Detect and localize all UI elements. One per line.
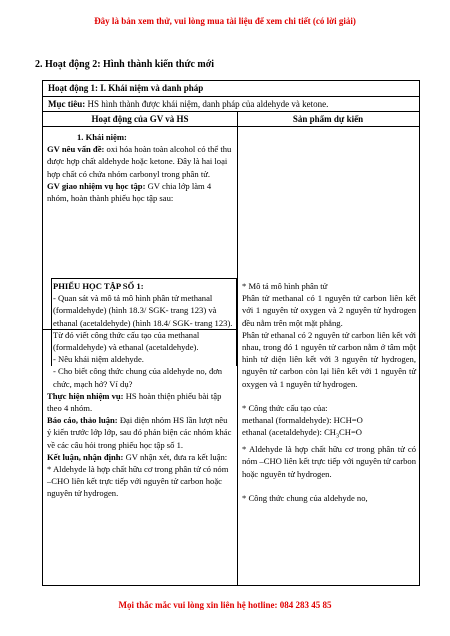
- section-title: 2. Hoạt động 2: Hình thành kiến thức mới: [35, 59, 215, 70]
- objective-text: HS hình thành được khái niệm, danh pháp của aldehyde và ketone.: [85, 99, 329, 109]
- task-text: GV chia lớp làm 4 nhóm, hoàn thành phiếu học tập sau:: [47, 180, 212, 204]
- formula-title: * Công thức cấu tạo của:: [242, 402, 328, 413]
- left-activities: [47, 280, 233, 500]
- hotline-banner: Mọi thắc mắc vui lòng xin liên hệ hotline: 084 283 45 85: [118, 600, 332, 610]
- general-formula: * Công thức chung của aldehyde no,: [242, 492, 368, 503]
- conclude-text: GV nhận xét, đưa ra kết luận:: [123, 451, 228, 462]
- column-divider: [237, 112, 238, 585]
- objective-row: [43, 97, 419, 112]
- worksheet-line: - Quan sát và mô tả mô hình phân tử methanal (formaldehyde) (hình 18.3/ SGK- trang 123) và ethanal (acetaldehyde) (hình 18.4/ SGK- trang 123). Từ đó viết công thức cấu tạo của methanal (formaldehyde) và ethanal (acetaldehyde).: [53, 293, 233, 353]
- column-headers: [43, 112, 419, 127]
- worksheet-line: - Nêu khái niệm aldehyde.: [53, 354, 144, 365]
- formula-methanal: methanal (formaldehyde): HCH=O: [242, 415, 363, 426]
- col-right-header: Sản phẩm dự kiến: [292, 114, 364, 124]
- preview-banner: Đây là bản xem thử, vui lòng mua tài liệu để xem chi tiết (có lời giải): [94, 16, 356, 26]
- problem-text: oxi hóa hoàn toàn alcohol có thể thu được hợp chất aldehyde hoặc ketone. Đây là hai loại hợp chất có chứa nhóm carbonyl trong phân tử.: [47, 144, 232, 179]
- problem-label: GV nêu vấn đề:: [47, 144, 105, 155]
- task-label: GV giao nhiệm vụ học tập:: [47, 180, 146, 191]
- activity-title: Hoạt động 1: I. Khái niệm và danh pháp: [43, 81, 419, 97]
- report-text: Đại diện nhóm HS lần lượt nêu ý kiến trước lớp lớp, sau đó phản biện các nhóm khác về các câu hỏi trong phiếu học tập số 1.: [47, 415, 232, 450]
- report-label: Báo cáo, thảo luận:: [47, 415, 118, 426]
- model-ethanal: Phân tử ethanal có 2 nguyên tử carbon liên kết với nhau, trong đó 1 nguyên tử carbon nằm ở tâm một hình tứ diện liên kết với 3 nguyên tử hydrogen, nguyên tử carbon còn lại liên kết với 1 nguyên tử oxygen và 1 nguyên tử hydrogen.: [242, 329, 416, 389]
- conclude-label: Kết luận, nhận định:: [47, 451, 124, 462]
- lesson-table: [42, 80, 420, 586]
- conclusion-line: * Aldehyde là hợp chất hữu cơ trong phân tử có nóm –CHO liên kết trực tiếp với nguyên tử carbon hoặc nguyên tử hydrogen.: [47, 464, 229, 499]
- expected-products: [242, 280, 416, 504]
- worksheet-title: PHIẾU HỌC TẬP SỐ 1:: [53, 281, 144, 291]
- do-text: HS hoàn thiện phiếu bài tập theo 4 nhóm.: [47, 390, 222, 414]
- do-label: Thực hiện nhiệm vụ:: [47, 390, 124, 401]
- model-title: * Mô tả mô hình phân tử: [242, 281, 328, 291]
- aldehyde-definition: * Aldehyde là hợp chất hữu cơ trong phân tử có nóm –CHO liên kết trực tiếp với nguyên tử carbon hoặc nguyên tử hydrogen.: [242, 444, 417, 479]
- left-intro: [47, 131, 233, 204]
- col-left-header: Hoạt động của GV và HS: [91, 114, 189, 124]
- worksheet-line: - Cho biết công thức chung của aldehyde no, đơn chức, mạch hở? Ví dụ?: [53, 366, 223, 389]
- formula-ethanal: ethanal (acetaldehyde): $CH_3CH=O$: [242, 427, 363, 440]
- objective-label: Mục tiêu:: [48, 99, 86, 109]
- concept-heading: 1. Khái niệm:: [77, 132, 127, 142]
- model-methanal: Phân tử methanal có 1 nguyên tử carbon liên kết với 1 nguyên tử oxygen và 2 nguyên tử hydrogen đều nằm trên một mặt phẳng.: [242, 293, 416, 328]
